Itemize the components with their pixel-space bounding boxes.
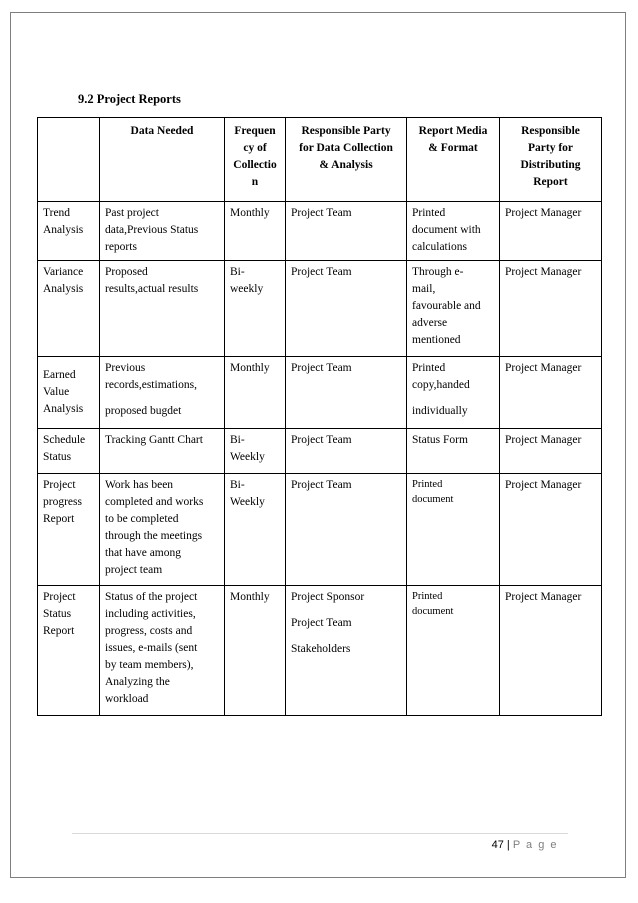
- cell-frequency: Monthly: [225, 357, 286, 429]
- cell-distributing-party: Project Manager: [500, 261, 602, 357]
- cell-frequency: Monthly: [225, 202, 286, 261]
- project-reports-table: [37, 117, 602, 716]
- table-row: [38, 357, 602, 429]
- table-row: [38, 202, 602, 261]
- cell-distributing-party: Project Manager: [500, 586, 602, 716]
- cell-distributing-party: Project Manager: [500, 429, 602, 474]
- table-row: [38, 429, 602, 474]
- page-footer: [470, 839, 558, 851]
- cell-data-needed: Previous records,estimations, proposed bugdet: [100, 357, 225, 429]
- cell-media-format: Status Form: [407, 429, 500, 474]
- header-frequency: Frequen cy of Collectio n: [225, 118, 286, 202]
- table-row: [38, 261, 602, 357]
- section-title: 9.2 Project Reports: [78, 92, 181, 106]
- table-row: [38, 474, 602, 586]
- cell-distributing-party: Project Manager: [500, 202, 602, 261]
- cell-report-type: Trend Analysis: [38, 202, 100, 261]
- header-distributing-party: Responsible Party for Distributing Report: [500, 118, 602, 202]
- cell-frequency: Monthly: [225, 586, 286, 716]
- page-number: 47: [491, 839, 504, 851]
- cell-responsible-collection: Project Team: [286, 261, 407, 357]
- footer-divider: [72, 833, 568, 834]
- cell-report-type: Variance Analysis: [38, 261, 100, 357]
- cell-media-format: Printed document with calculations: [407, 202, 500, 261]
- header-media-format: Report Media & Format: [407, 118, 500, 202]
- cell-data-needed: Status of the project including activities, progress, costs and issues, e-mails (sent by team members), Analyzing the workload: [100, 586, 225, 716]
- cell-report-type: Earned Value Analysis: [38, 357, 100, 429]
- cell-media-format: Printed copy,handed individually: [407, 357, 500, 429]
- cell-report-type: Project progress Report: [38, 474, 100, 586]
- cell-data-needed: Past project data,Previous Status reports: [100, 202, 225, 261]
- cell-media-format: Printed document: [407, 474, 500, 586]
- cell-data-needed: Work has been completed and works to be completed through the meetings that have among project team: [100, 474, 225, 586]
- cell-responsible-collection: Project Sponsor Project Team Stakeholders: [286, 586, 407, 716]
- page-label: P a g e: [512, 839, 558, 851]
- table-header-row: [38, 118, 602, 202]
- cell-responsible-collection: Project Team: [286, 429, 407, 474]
- cell-report-type: Schedule Status: [38, 429, 100, 474]
- cell-data-needed: Proposed results,actual results: [100, 261, 225, 357]
- cell-frequency: Bi- Weekly: [225, 429, 286, 474]
- cell-distributing-party: Project Manager: [500, 357, 602, 429]
- header-responsible-collection: Responsible Party for Data Collection & Analysis: [286, 118, 407, 202]
- footer-separator: |: [506, 839, 510, 851]
- cell-data-needed: Tracking Gantt Chart: [100, 429, 225, 474]
- header-data-needed: Data Needed: [100, 118, 225, 202]
- cell-responsible-collection: Project Team: [286, 474, 407, 586]
- cell-media-format: Printed document: [407, 586, 500, 716]
- table-row: [38, 586, 602, 716]
- cell-frequency: Bi- Weekly: [225, 474, 286, 586]
- cell-distributing-party: Project Manager: [500, 474, 602, 586]
- cell-media-format: Through e- mail, favourable and adverse mentioned: [407, 261, 500, 357]
- cell-responsible-collection: Project Team: [286, 357, 407, 429]
- cell-frequency: Bi- weekly: [225, 261, 286, 357]
- header-report-type: [38, 118, 100, 202]
- cell-report-type: Project Status Report: [38, 586, 100, 716]
- cell-responsible-collection: Project Team: [286, 202, 407, 261]
